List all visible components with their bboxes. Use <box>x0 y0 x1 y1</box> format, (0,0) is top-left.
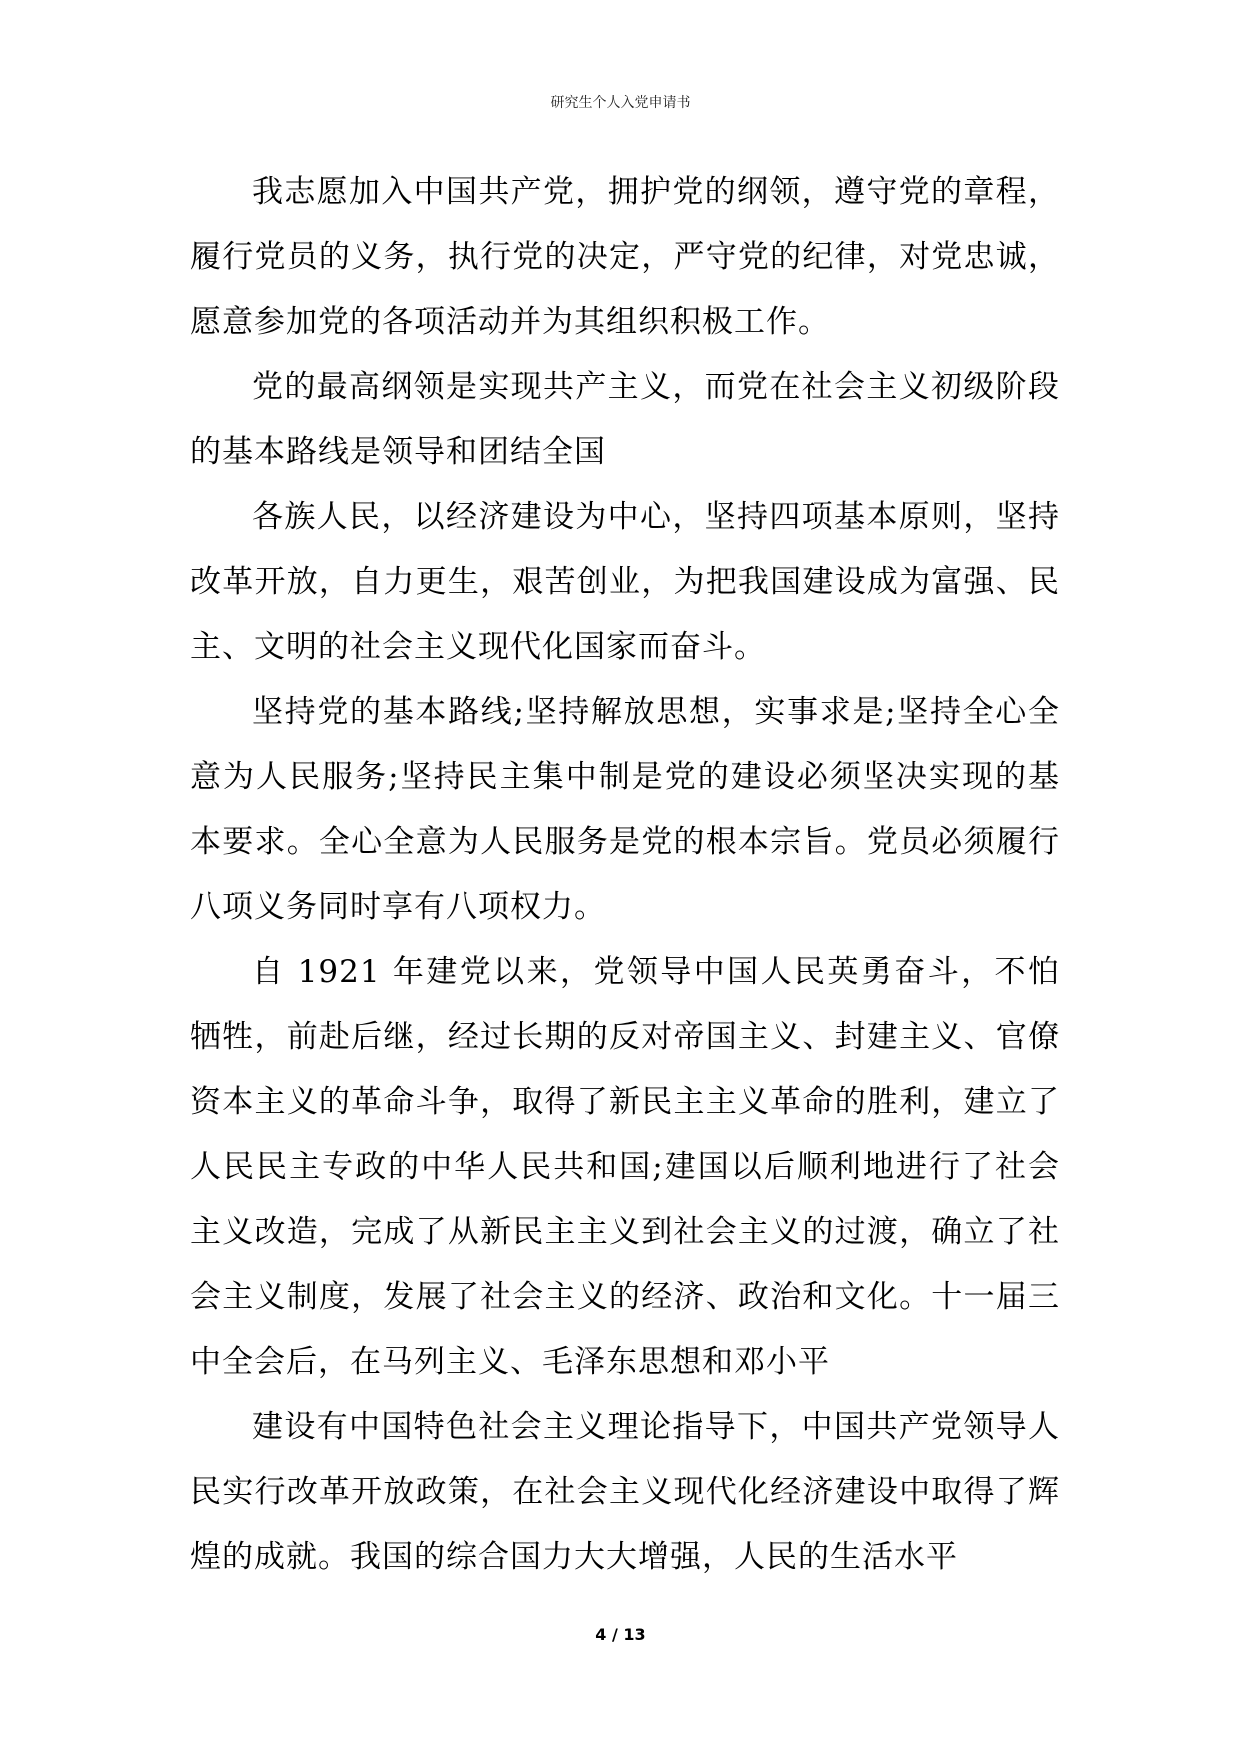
page-number: 4 / 13 <box>595 1625 646 1644</box>
page-header-title: 研究生个人入党申请书 <box>550 95 691 111</box>
paragraph-6: 建设有中国特色社会主义理论指导下，中国共产党领导人民实行改革开放政策，在社会主义现代化经济建设中取得了辉煌的成就。我国的综合国力大大增强，人民的生活水平 <box>190 1409 1060 1575</box>
paragraph-2: 党的最高纲领是实现共产主义，而党在社会主义初级阶段的基本路线是领导和团结全国 <box>190 369 1060 470</box>
paragraph-5: 自 1921 年建党以来，党领导中国人民英勇奋斗，不怕牺牲，前赴后继，经过长期的反对帝国主义、封建主义、官僚资本主义的革命斗争，取得了新民主主义革命的胜利，建立了人民民主专政的中华人民共和国;建国以后顺利地进行了社会主义改造，完成了从新民主主义到社会主义的过渡，确立了社会主义制度，发展了社会主义的经济、政治和文化。十一届三中全会后，在马列主义、毛泽东思想和邓小平 <box>190 954 1060 1380</box>
document-body <box>190 160 1060 1590</box>
paragraph-1: 我志愿加入中国共产党，拥护党的纲领，遵守党的章程，履行党员的义务，执行党的决定，严守党的纪律，对党忠诚，愿意参加党的各项活动并为其组织积极工作。 <box>190 174 1060 340</box>
paragraph-3: 各族人民，以经济建设为中心，坚持四项基本原则，坚持改革开放，自力更生，艰苦创业，为把我国建设成为富强、民主、文明的社会主义现代化国家而奋斗。 <box>190 499 1060 665</box>
paragraph-4: 坚持党的基本路线;坚持解放思想，实事求是;坚持全心全意为人民服务;坚持民主集中制是党的建设必须坚决实现的基本要求。全心全意为人民服务是党的根本宗旨。党员必须履行八项义务同时享有八项权力。 <box>190 694 1060 925</box>
